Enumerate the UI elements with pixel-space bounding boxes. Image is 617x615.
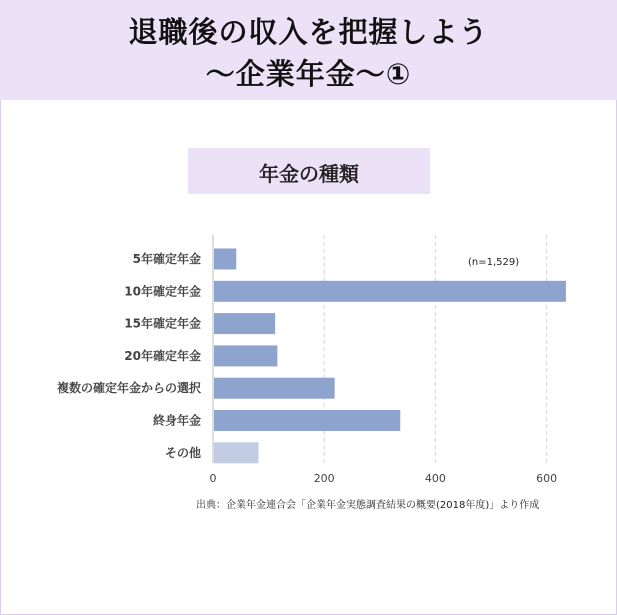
x-tick-label: 600 xyxy=(536,472,558,485)
chart-title: 年金の種類 xyxy=(259,162,359,186)
category-label: 終身年金 xyxy=(152,413,201,428)
page-title-line-2: ～企業年金～① xyxy=(205,57,412,91)
category-label: 複数の確定年金からの選択 xyxy=(56,381,201,396)
bar xyxy=(214,378,335,399)
category-label: その他 xyxy=(164,445,201,460)
bar xyxy=(214,345,277,366)
x-tick-label: 400 xyxy=(424,472,446,485)
bar xyxy=(214,410,400,431)
x-tick-label: 0 xyxy=(209,472,217,485)
bar xyxy=(214,313,275,334)
bar xyxy=(214,281,566,302)
bar xyxy=(214,249,236,270)
bar xyxy=(214,442,258,463)
category-label: 20年確定年金 xyxy=(124,348,201,363)
category-label: 10年確定年金 xyxy=(124,284,201,299)
source-note: 出典：企業年金連合会「企業年金実態調査結果の概要(2018年度)」より作成 xyxy=(196,500,540,511)
x-tick-label: 200 xyxy=(313,472,335,485)
page-title-line-1: 退職後の収入を把握しよう xyxy=(128,15,489,49)
sample-size-annotation: (n=1,529) xyxy=(468,257,520,268)
category-label: 15年確定年金 xyxy=(124,316,201,331)
category-label: 5年確定年金 xyxy=(132,252,201,266)
